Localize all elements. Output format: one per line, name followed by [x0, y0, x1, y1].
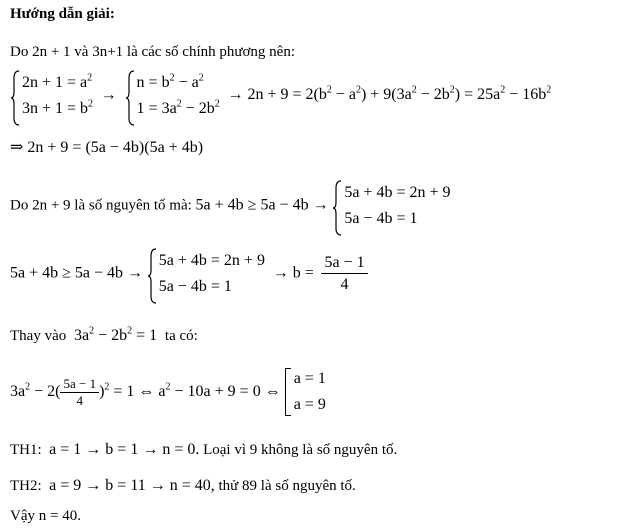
- case-1-label: TH1:: [10, 442, 42, 458]
- quadratic-fraction: [60, 376, 99, 409]
- bracket-icon: [285, 368, 291, 416]
- brace-icon: [10, 70, 20, 126]
- substitute-row: [10, 326, 198, 346]
- case-2-label: TH2:: [10, 478, 42, 494]
- prime-text: Do 2n + 9 là số nguyên tố mà:: [10, 197, 192, 214]
- factorization-equation: ⇒ 2n + 9 = (5a − 4b)(5a + 4b): [10, 139, 204, 156]
- solution-a1: a = 1: [293, 370, 326, 387]
- b-fraction-den: 4: [340, 275, 349, 293]
- system-derived-row1: $n = b^2 - a^2$: [136, 72, 204, 91]
- quadratic-fraction-num: 5a − 1: [60, 376, 99, 393]
- case-2-equation: a = 9 → b = 11 → n = 40,: [49, 477, 215, 494]
- substitute-text: Thay vào: [10, 328, 67, 344]
- inequality-1: 5a + 4b ≥ 5a − 4b →: [195, 196, 329, 214]
- system-prime-row1: 5a + 4b = 2n + 9: [344, 184, 451, 201]
- case-1-text: Loại vì 9 không là số nguyên tố.: [203, 442, 398, 458]
- quadratic-equation-right: )$^2$ = 1 ⇔ $a^2 - 10a + 9 = 0$ ⇔: [99, 381, 281, 400]
- b-fraction: [321, 253, 367, 296]
- solution-a9: a = 9: [293, 396, 326, 413]
- system-derived: [125, 70, 220, 122]
- b-row: [10, 248, 368, 300]
- system-squares-row1: $2n + 1 = a^2$: [22, 72, 93, 91]
- case-1: [10, 440, 397, 460]
- quadratic-equation-left: $3a^2 - 2$(: [10, 381, 61, 400]
- system-squares-row2: $3n + 1 = b^2$: [22, 98, 94, 117]
- system-prime: [332, 180, 450, 232]
- system-b-row2: 5a − 4b = 1: [158, 278, 232, 295]
- conclusion: Vậy n = 40.: [10, 508, 81, 524]
- system-b-row1: 5a + 4b = 2n + 9: [158, 252, 265, 269]
- inequality-2: 5a + 4b ≥ 5a − 4b →: [10, 264, 144, 282]
- arrow-1: →: [96, 86, 121, 104]
- b-fraction-num: 5a − 1: [321, 253, 367, 274]
- prime-row: [10, 180, 450, 232]
- quadratic-fraction-den: 4: [76, 392, 84, 408]
- system-prime-row2: 5a − 4b = 1: [344, 210, 418, 227]
- case-1-equation: a = 1 → b = 1 → n = 0.: [49, 441, 200, 458]
- quadratic-row: [10, 366, 326, 418]
- case-2-text: thử 89 là số nguyên tố.: [218, 478, 356, 494]
- brace-icon: [125, 70, 135, 126]
- system-derived-row2: $1 = 3a^2 - 2b^2$: [136, 98, 220, 117]
- brace-icon: [332, 180, 342, 236]
- system-row-1: [10, 70, 551, 122]
- substitute-equation: $3a^2 - 2b^2 = 1$: [73, 325, 158, 344]
- equation-2n-plus-9: → $2n + 9 = 2(b^2 - a^2) + 9(3a^2 - 2b^2) = 25a^2 - 16b^2$: [227, 85, 552, 104]
- b-equals: → b =: [272, 264, 314, 282]
- solution-heading: Hướng dẫn giải:: [10, 6, 115, 22]
- case-2: [10, 476, 356, 496]
- solutions-bracket: [285, 366, 326, 418]
- system-squares: [10, 70, 93, 122]
- brace-icon: [147, 248, 157, 304]
- intro-text: Do 2n + 1 và 3n+1 là các số chính phương nên:: [10, 44, 296, 60]
- substitute-text-2: ta có:: [164, 328, 198, 344]
- system-b: [147, 248, 265, 300]
